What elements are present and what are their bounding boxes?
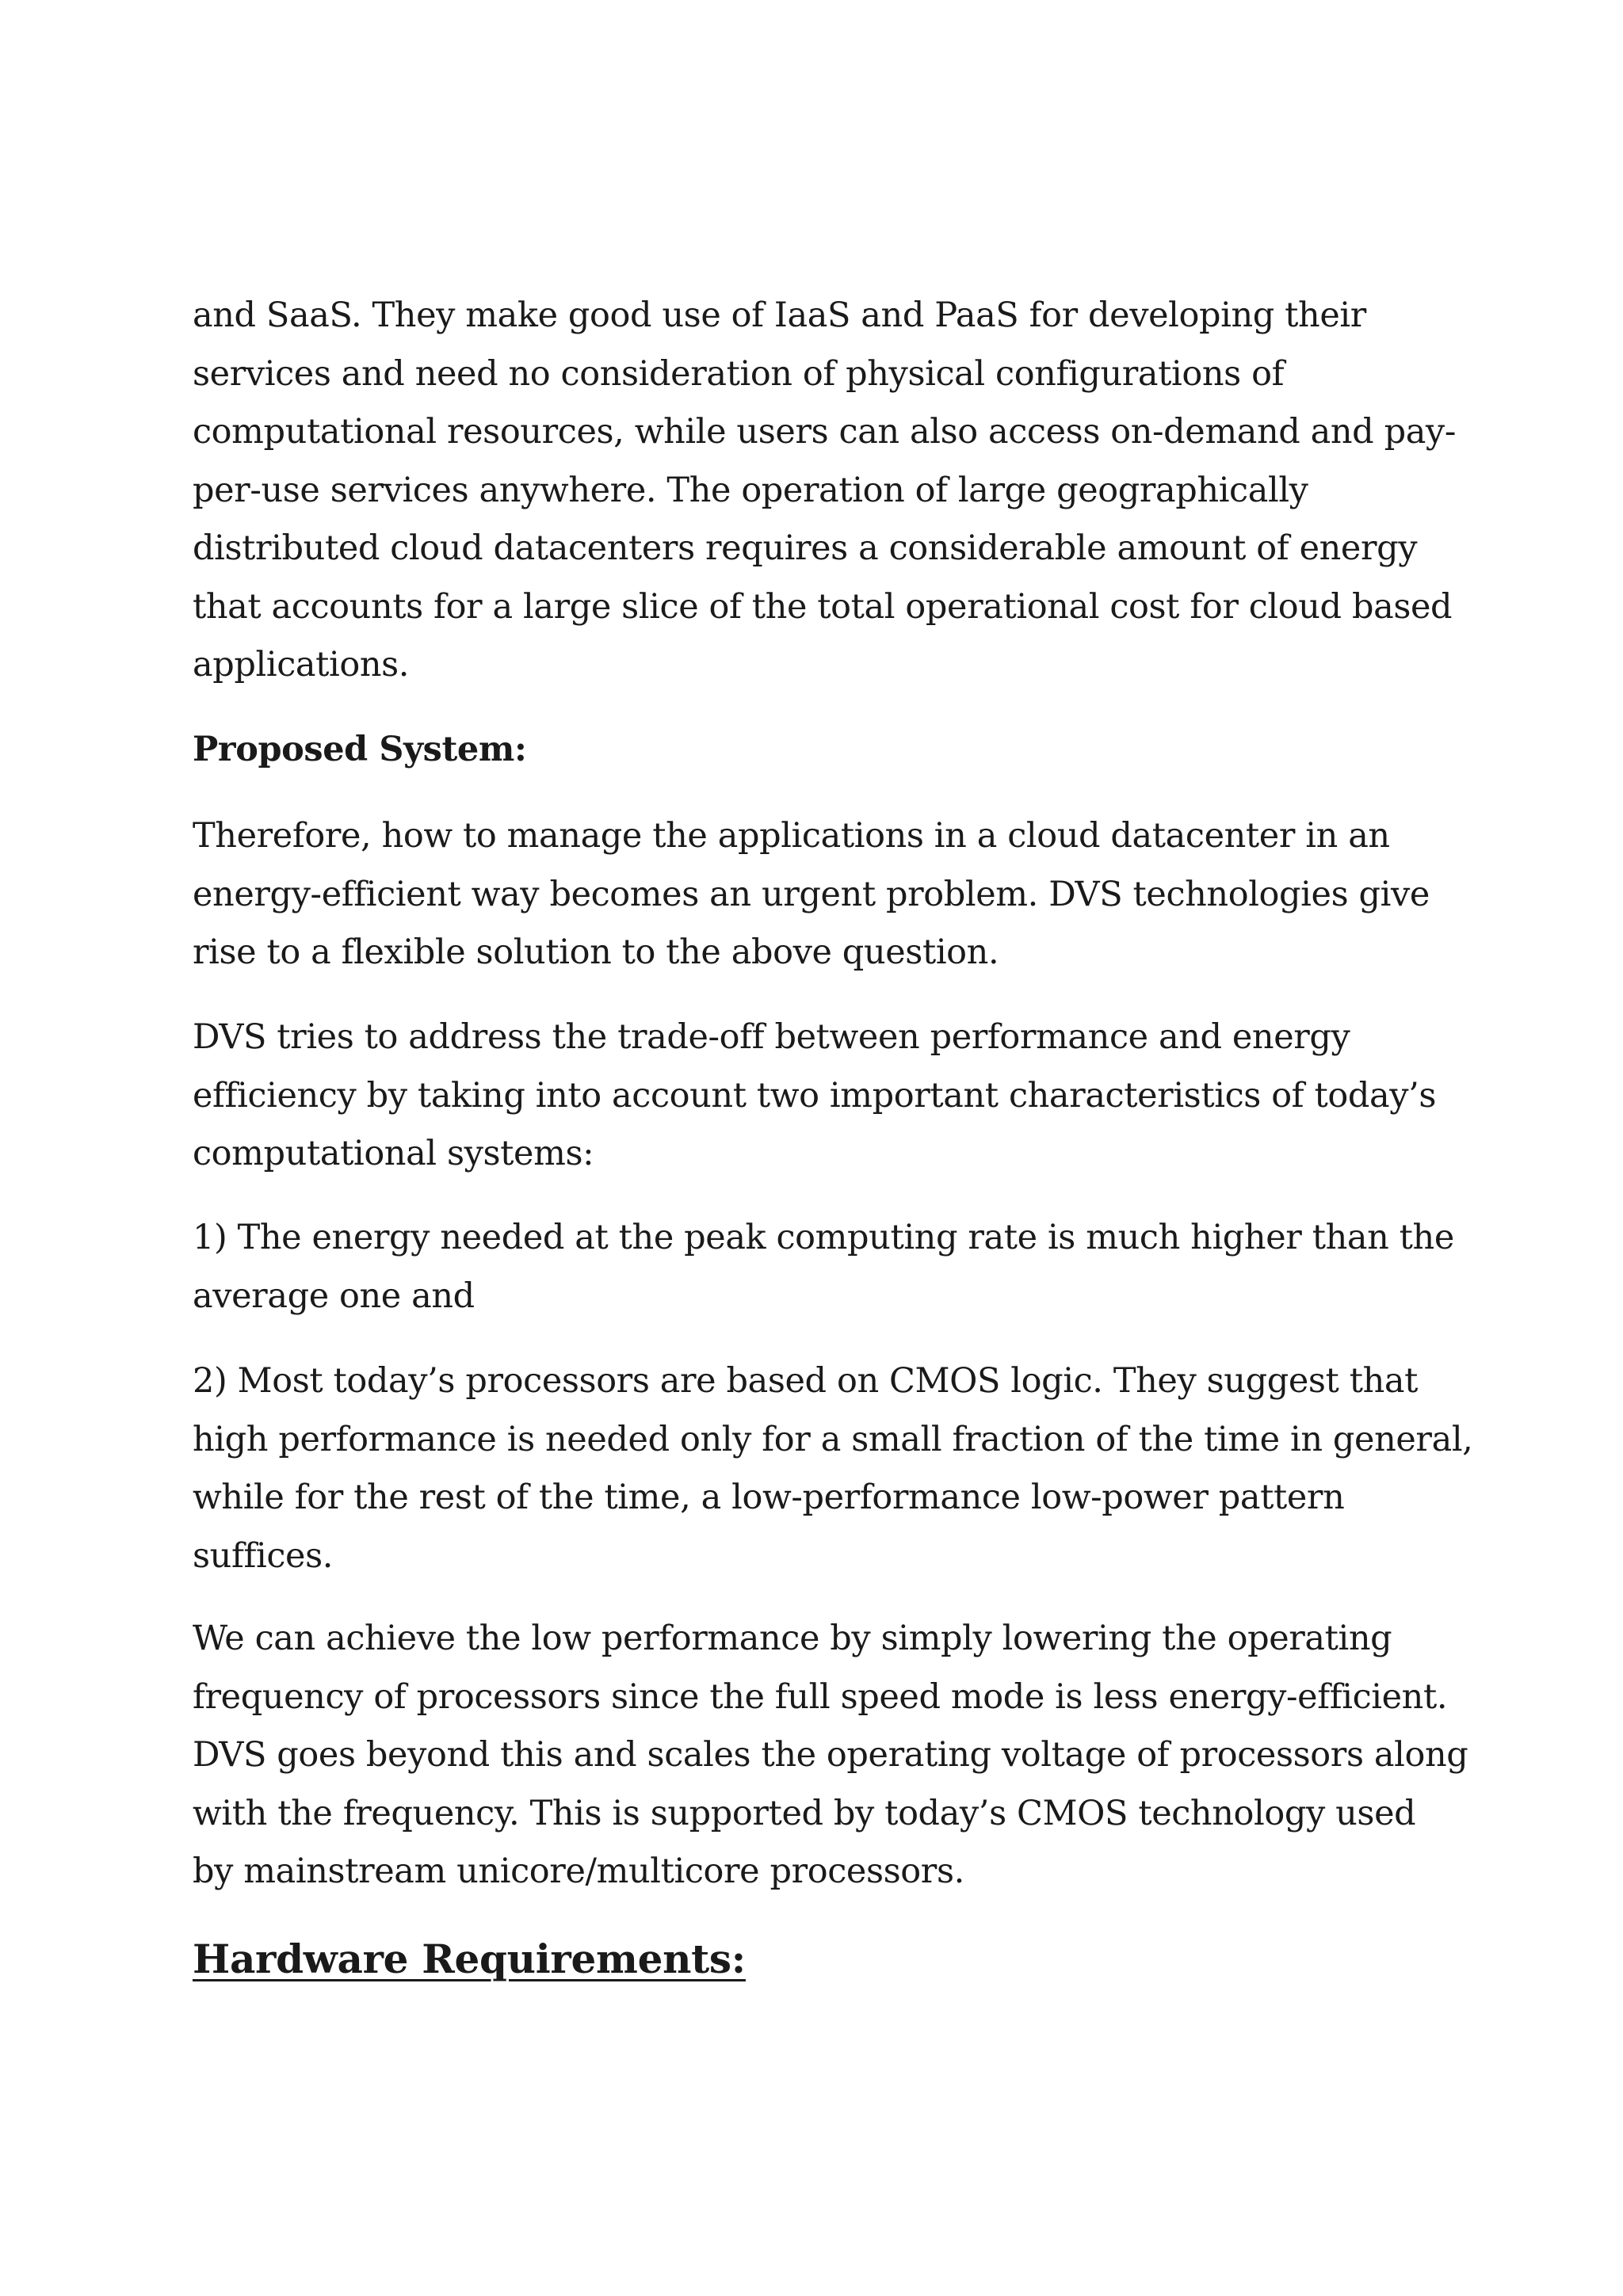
text-line: per-use services anywhere. The operation of large geographically	[193, 470, 1308, 510]
text-line: Therefore, how to manage the applications in a cloud datacenter in an	[193, 816, 1390, 856]
text-line: computational systems:	[193, 1134, 594, 1173]
text-line: distributed cloud datacenters requires a considerable amount of energy	[193, 528, 1418, 568]
text-line: applications.	[193, 645, 410, 685]
paragraph-problem	[193, 807, 1461, 982]
text-line: with the frequency. This is supported by today’s CMOS technology used	[193, 1793, 1416, 1833]
point-one	[193, 1209, 1461, 1325]
text-line: rise to a flexible solution to the above question.	[193, 933, 999, 972]
text-line: computational resources, while users can also access on-demand and pay-	[193, 412, 1456, 452]
text-line: high performance is needed only for a small fraction of the time in general,	[193, 1419, 1473, 1459]
paragraph-dvs	[193, 1009, 1461, 1184]
text-line: 1) The energy needed at the peak computing rate is much higher than the	[193, 1218, 1454, 1257]
paragraph-intro	[193, 287, 1461, 695]
text-line: and SaaS. They make good use of IaaS and PaaS for developing their	[193, 296, 1366, 335]
text-line: DVS goes beyond this and scales the operating voltage of processors along	[193, 1735, 1468, 1775]
text-line: services and need no consideration of physical configurations of	[193, 353, 1285, 394]
text-line: frequency of processors since the full speed mode is less energy-efficient.	[193, 1676, 1448, 1717]
point-two	[193, 1352, 1473, 1585]
text-line: DVS tries to address the trade-off between performance and energy	[193, 1017, 1350, 1057]
hardware-requirements-heading: Hardware Requirements:	[193, 1936, 746, 1982]
proposed-system-heading: Proposed System:	[193, 730, 527, 769]
text-line: by mainstream unicore/multicore processors.	[193, 1852, 964, 1891]
text-line: We can achieve the low performance by simply lowering the operating	[193, 1619, 1392, 1658]
text-line: suffices.	[193, 1535, 334, 1576]
text-line: 2) Most today’s processors are based on CMOS logic. They suggest that	[193, 1361, 1418, 1401]
text-line: while for the rest of the time, a low-performance low-power pattern	[193, 1478, 1345, 1517]
text-line: that accounts for a large slice of the total operational cost for cloud based	[193, 586, 1453, 627]
text-line: average one and	[193, 1276, 475, 1316]
paragraph-achieve	[193, 1610, 1468, 1901]
text-line: energy-efficient way becomes an urgent problem. DVS technologies give	[193, 874, 1430, 914]
text-line: efficiency by taking into account two important characteristics of today’s	[193, 1075, 1437, 1116]
